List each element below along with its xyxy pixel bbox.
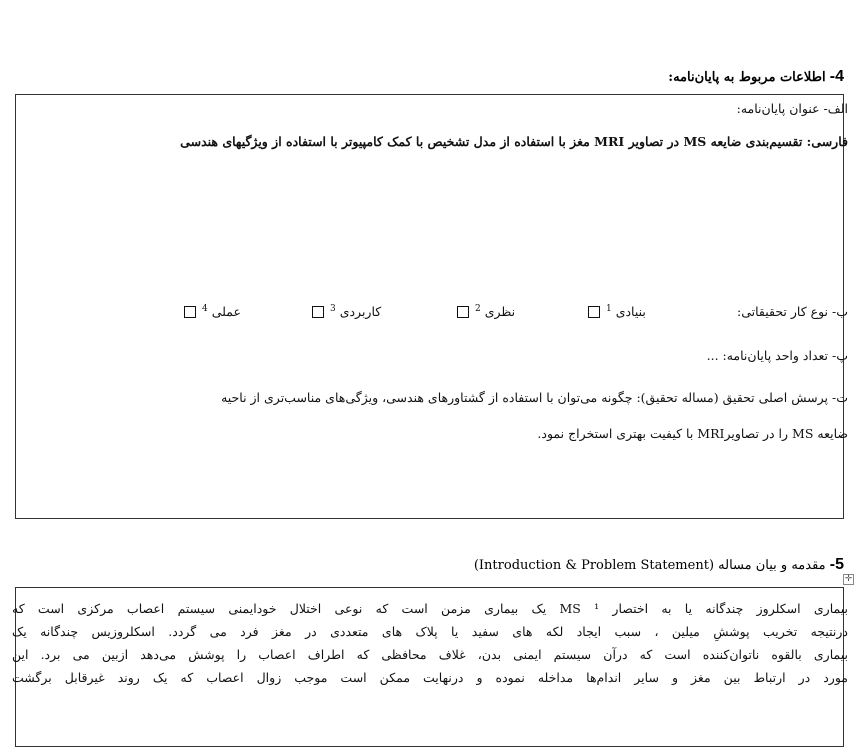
option-applied [310, 304, 381, 319]
section-title: مقدمه و بیان مساله (Introduction & Problem Statement) [473, 558, 826, 573]
option-basic [586, 304, 646, 319]
option-basic-label: بنیادی [615, 304, 646, 319]
thesis-title-label: الف- عنوان پایان‌نامه: [736, 101, 848, 116]
option-applied-sup: 3 [329, 304, 336, 314]
option-basic-checkbox[interactable] [588, 306, 600, 318]
option-theoretical [455, 304, 515, 319]
research-question-line-2: ضایعه MS را در تصاویرMRI با کیفیت بهتری استخراج نمود. [537, 426, 848, 441]
thesis-info-box [15, 94, 844, 519]
option-theoretical-label: نظری [484, 304, 516, 319]
intro-line: مورد در ارتباط بین مغز و سایر اندام‌ها مداخله نموده و درنهایت ممکن است موجب زوال اعصاب که یک روند غیرقابل برگشت [12, 670, 848, 685]
section-5-heading [474, 556, 844, 574]
table-move-handle-icon[interactable]: ✛ [844, 574, 853, 584]
units-label: پ- تعداد واحد پایان‌نامه: ... [706, 348, 848, 363]
intro-line: بیماری بالقوه ناتوان‌کننده است که درآن سیستم ایمنی بدن، غلاف محافظی که اطراف اعصاب را پوشش می‌دهد ازبین می برد. این [12, 647, 848, 662]
research-question-line-1: ت- پرسش اصلی تحقیق (مساله تحقیق): چگونه می‌توان با استفاده از گشتاورهای هندسی، ویژگی‌های مناسب‌تری از ناحیه [221, 390, 848, 405]
option-practical [182, 304, 241, 319]
section-number: 4- [829, 68, 844, 85]
intro-line: بیماری اسکلروز چندگانه یا به اختصار MS ¹ یک بیماری مزمن است که نوعی اختلال خودایمنی سیستم اعصاب مرکزی است که [12, 601, 848, 616]
option-practical-sup: 4 [201, 304, 208, 314]
research-type-label: ب- نوع کار تحقیقاتی: [737, 304, 848, 319]
option-practical-label: عملی [211, 304, 241, 319]
section-number: 5- [829, 556, 844, 573]
section-4-heading [668, 68, 844, 86]
farsi-title: فارسی: تقسیم‌بندی ضایعه MS در تصاویر MRI مغز با استفاده از مدل تشخیص با کمک کامپیوتر با استفاده از ویژگیهای هندسی [180, 134, 848, 149]
option-applied-label: کاربردی [339, 304, 382, 319]
option-applied-checkbox[interactable] [312, 306, 324, 318]
intro-line: درنتیجه تخریب پوششِ میلین ، سبب ایجاد لکه های سفید یا پلاک های متعددی در مغز فرد می گردد. اسکلروزیس چندگانه یک [12, 624, 848, 639]
option-theoretical-sup: 2 [474, 304, 481, 314]
option-basic-sup: 1 [605, 304, 612, 314]
section-title: اطلاعات مربوط به پایان‌نامه: [668, 70, 826, 85]
option-theoretical-checkbox[interactable] [457, 306, 469, 318]
introduction-text [12, 597, 848, 689]
option-practical-checkbox[interactable] [184, 306, 196, 318]
